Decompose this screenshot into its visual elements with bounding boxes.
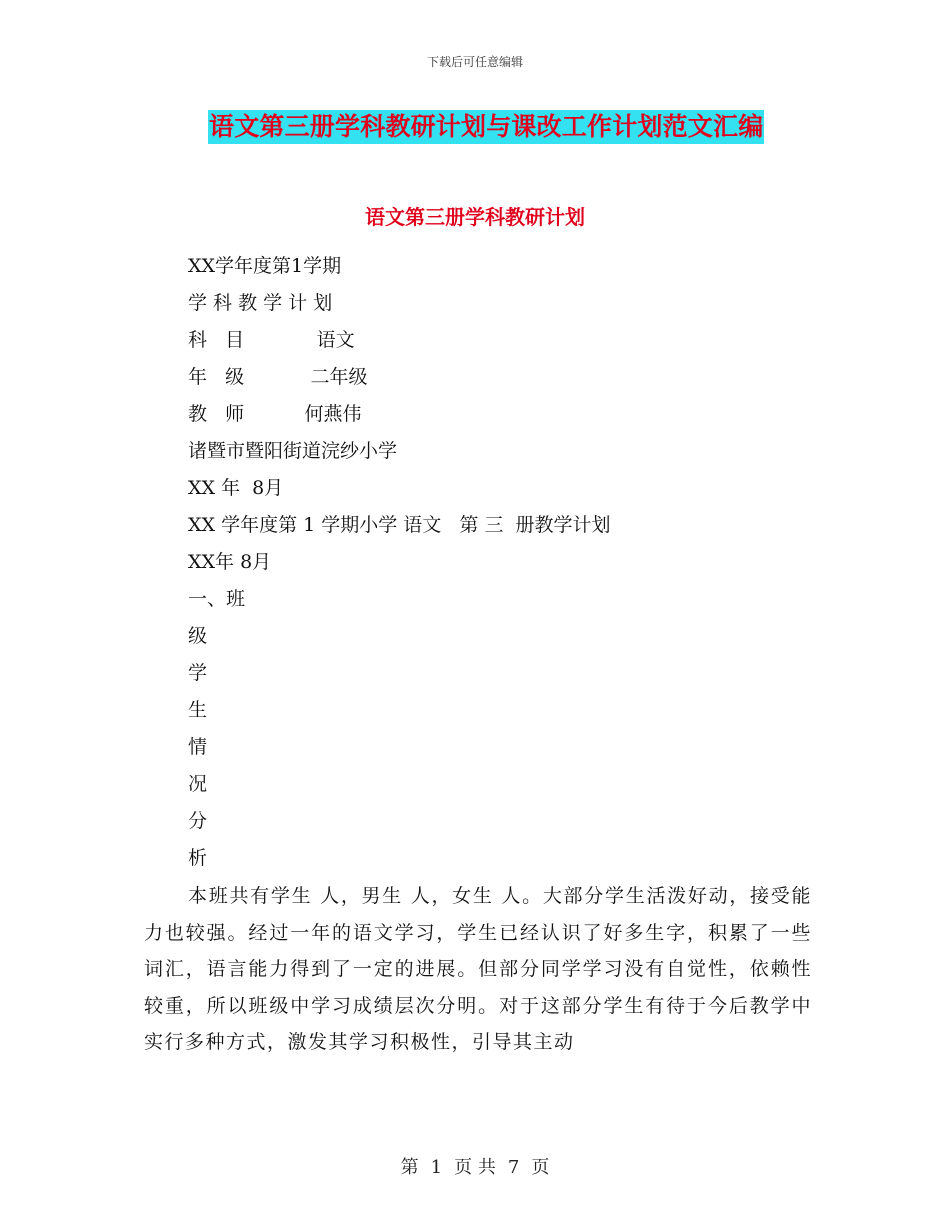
text-line: 析 [188, 847, 208, 869]
text-line: 一、班 [188, 588, 246, 610]
page-number: 1 [430, 1157, 443, 1178]
text-line: 况 [188, 773, 208, 795]
text-line: XX 年 8月 [188, 477, 284, 499]
footer-mid: 页 共 [454, 1157, 496, 1178]
text-line: 学 科 教 学 计 划 [188, 292, 333, 314]
text-line: XX 学年度第 1 学期小学 语文 第 三 册教学计划 [188, 514, 611, 536]
text-line: 科 目 语文 [188, 329, 355, 351]
text-line: 年 级 二年级 [188, 366, 368, 388]
text-line: 学 [188, 662, 208, 684]
body-paragraph: 本班共有学生 人，男生 人，女生 人。大部分学生活泼好动，接受能力也较强。经过一年的语文学习，学生已经认识了好多生字，积累了一些词汇，语言能力得到了一定的进展。但部分同学学习没有自觉性，依赖性较重，所以班级中学习成绩层次分明。对于这部分学生有待于今后教学中实行多种方式，激发其学习积极性，引导其主动 [144, 885, 812, 1053]
text-line: XX年 8月 [188, 551, 272, 573]
section-title: 语文第三册学科教研计划 [365, 205, 585, 229]
text-line: 情 [188, 736, 208, 758]
total-pages: 7 [507, 1157, 520, 1178]
text-line: 级 [188, 625, 208, 647]
text-line: 分 [188, 810, 208, 832]
header-note: 下载后可任意编辑 [426, 55, 523, 69]
plan-info-lines [188, 250, 611, 879]
footer-prefix: 第 [400, 1157, 419, 1178]
page-footer [0, 1153, 950, 1179]
text-line: 教 师 何燕伟 [188, 403, 362, 425]
text-line: 生 [188, 699, 208, 721]
text-line: 诸暨市暨阳街道浣纱小学 [188, 440, 398, 462]
footer-suffix: 页 [531, 1157, 550, 1178]
text-line: XX学年度第1学期 [188, 255, 342, 277]
document-title: 语文第三册学科教研计划与课改工作计划范文汇编 [208, 110, 764, 144]
